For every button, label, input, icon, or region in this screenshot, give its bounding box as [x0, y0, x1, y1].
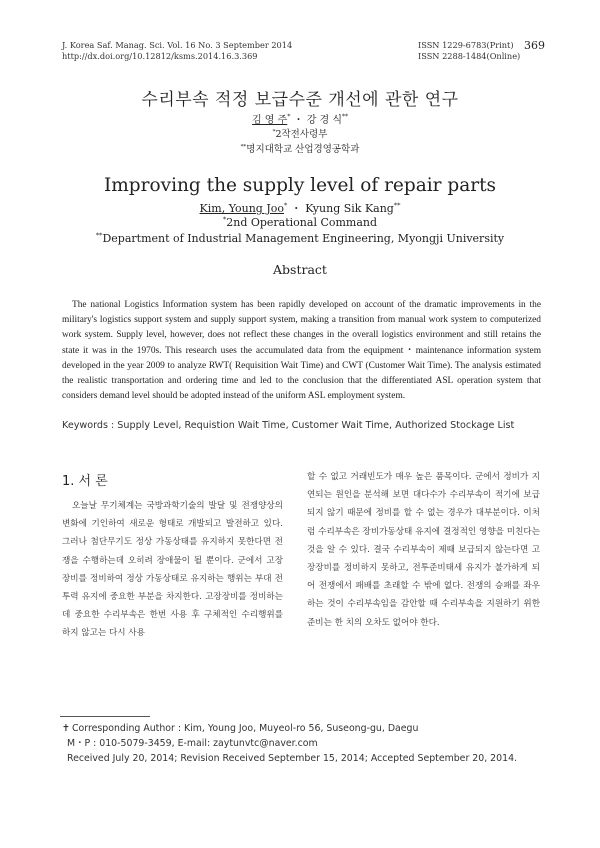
page-number: 369	[524, 39, 545, 52]
korean-affiliation-2	[0, 141, 600, 155]
aff-2-text: Department of Industrial Management Engineering, Myongji University	[102, 232, 505, 245]
english-author-2: Kyung Sik Kang	[305, 202, 394, 215]
korean-author-2: 강 경 식	[306, 115, 343, 126]
korean-affiliation-1	[0, 126, 600, 140]
doi-link[interactable]: http://dx.doi.org/10.12812/ksms.2014.16.3.369	[62, 51, 258, 61]
aff-2-mark: **	[95, 231, 103, 240]
english-affiliation-2	[0, 232, 600, 245]
english-title: Improving the supply level of repair parts	[103, 175, 497, 196]
english-authors	[0, 200, 600, 216]
body-column-left: 오늘날 무기체계는 국방과학기술의 발달 및 전쟁양상의 변화에 기인하여 새로운 형태로 개발되고 발전하고 있다. 그러나 첨단무기도 정상 가동상태를 유지하지 못한다면 전쟁을 수행하는데 오히려 장애물이 될 뿐이다. 군에서 고장장비를 정비하여 정상 가동상태로 유지하는 행위는 부대 전투력 유지에 중요한 부분을 차지한다. 고장장비를 정비하는데 중요한 수리부속은 한번 사용 후 구체적인 수리행위를 하지 않고는 다시 사용	[62, 501, 283, 639]
dagger-icon: ✝	[62, 723, 70, 734]
author-1-mark: *	[287, 113, 291, 121]
author-2-mark: **	[393, 201, 401, 210]
corresponding-author	[62, 722, 562, 737]
author-separator: ・	[293, 115, 304, 126]
abstract-heading: Abstract	[273, 262, 327, 277]
journal-citation: J. Korea Saf. Manag. Sci. Vol. 16 No. 3 September 2014	[62, 40, 293, 50]
aff-2-text: 명지대학교 산업경영공학과	[246, 144, 360, 155]
contact-info: M・P : 010-5079-3459, E-mail: zaytunvtc@naver.com	[67, 738, 318, 749]
english-author-1: Kim, Young Joo	[199, 202, 284, 215]
aff-1-mark: *	[272, 128, 276, 135]
korean-authors	[0, 111, 600, 126]
aff-1-mark: *	[222, 215, 227, 224]
abstract-text: The national Logistics Information system has been rapidly developed on account of the dramatic improvements in the military's logistics support system and supply support system, making a transition from manual work system to computerized work system. Supply level, however, does not reflect these changes in the overall logistics environment and still retains the state it was in the 1970s. This research uses the accumulated data from the equipment・maintenance information system developed in the year 2009 to analyze RWT( Requisition Wait Time) and CWT (Customer Wait Time). The analysis estimated the realistic transportation and ordering time and led to the conclusion that the differentiated ASL operation system that considers demand level should be adopted instead of the uniform ASL employment system.	[62, 300, 541, 402]
korean-title: 수리부속 적정 보급수준 개선에 관한 연구	[141, 90, 459, 110]
section-heading: 1. 서 론	[62, 474, 108, 489]
issn-print: ISSN 1229-6783(Print)	[418, 40, 514, 50]
author-separator: ・	[290, 202, 302, 215]
english-affiliation-1	[0, 216, 600, 229]
body-column-right: 할 수 없고 거래빈도가 매우 높은 품목이다. 군에서 정비가 지연되는 원인을 분석해 보면 대다수가 수리부속이 적기에 보급되지 않기 때문에 정비를 할 수 없는 경우가 대부분이다. 이처럼 수리부속은 장비가동상태 유지에 결정적인 영향을 미친다는 것을 알 수 있다. 결국 수리부속이 제때 보급되지 않는다면 고장장비를 정비하지 못하고, 전투준비태세 유지가 불가하게 되어 전쟁에서 패배를 초래할 수 밖에 없다. 전쟁의 승패를 좌우하는 것이 수리부속임을 감안할 때 수리부속을 지원하기 위한 준비는 한 치의 오차도 없어야 한다.	[307, 472, 540, 628]
received-dates: Received July 20, 2014; Revision Received September 15, 2014; Accepted September 20, 2014.	[67, 753, 518, 764]
aff-2-mark: **	[240, 143, 247, 150]
aff-1-text: 2작전사령부	[275, 129, 328, 140]
author-2-mark: **	[342, 113, 349, 121]
footnote-rule	[60, 716, 150, 717]
corresponding-text: Corresponding Author : Kim, Young Joo, Muyeol-ro 56, Suseong-gu, Daegu	[72, 723, 419, 734]
aff-1-text: 2nd Operational Command	[226, 216, 378, 229]
keywords: Keywords : Supply Level, Requistion Wait Time, Customer Wait Time, Authorized Stockage List	[62, 420, 515, 431]
korean-author-1: 김 영 주	[251, 115, 288, 126]
author-1-mark: *	[284, 201, 288, 210]
issn-online: ISSN 2288-1484(Online)	[418, 51, 521, 61]
